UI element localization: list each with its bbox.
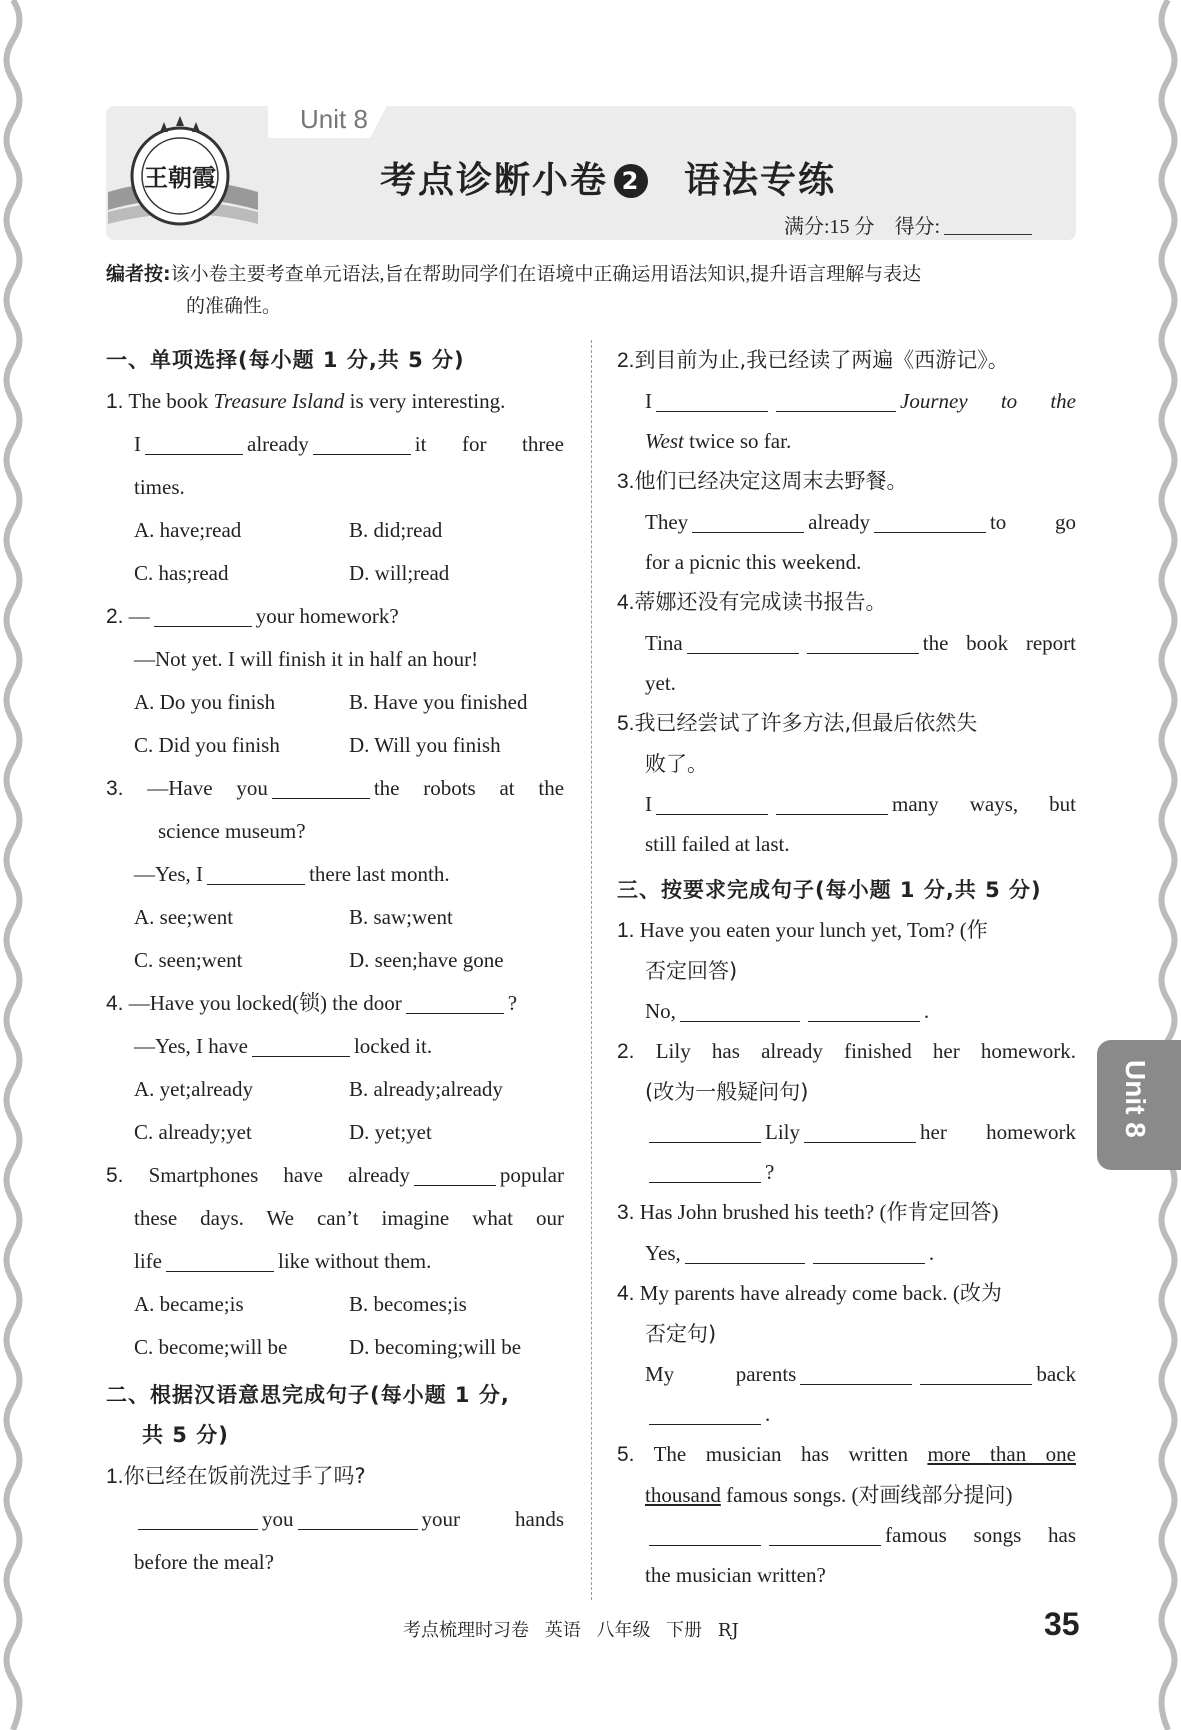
answer-blank[interactable] [874, 510, 986, 533]
s1-q1-line3: times. [134, 475, 185, 499]
s1-q3-line3: —Yes, I there last month. [134, 862, 450, 886]
editor-label: 编者按: [106, 263, 171, 285]
score-blank[interactable] [944, 216, 1032, 235]
answer-blank[interactable] [313, 432, 411, 455]
s1-q1-options-cd [106, 552, 564, 595]
section2-title-a: 二、根据汉语意思完成句子(每小题 1 分, [106, 1383, 510, 1407]
answer-blank[interactable] [145, 432, 243, 455]
editor-line2: 的准确性。 [186, 296, 282, 317]
s3-q2-stem: 2. Lily has already finished her homework. [617, 1039, 1076, 1063]
left-column [106, 340, 564, 1584]
option[interactable]: A. yet;already [134, 1077, 253, 1101]
s3-q4-line2: My parents back [645, 1362, 1076, 1386]
unit-side-tab [1097, 1040, 1181, 1170]
s2-q5-cn-a: 5.我已经尝试了许多方法,但最后依然失 [617, 711, 978, 735]
section2-title-b: 共 5 分) [142, 1423, 229, 1447]
option[interactable]: C. become;will be [134, 1335, 288, 1359]
wavy-border-right [1155, 0, 1181, 1730]
answer-blank[interactable] [813, 1241, 925, 1264]
answer-blank[interactable] [154, 604, 252, 627]
s1-q2-stem: 2. — your homework? [106, 604, 399, 628]
s3-q3-line2: Yes, . [645, 1241, 935, 1265]
s1-q2-options-ab [106, 681, 564, 724]
s3-q5-stem-b: thousand famous songs. (对画线部分提问) [645, 1483, 1013, 1507]
s2-q4-line3: yet. [645, 671, 676, 695]
option[interactable]: B. Have you finished [349, 690, 528, 714]
s1-q1-stem: 1. The book Treasure Island is very interesting. [106, 389, 506, 413]
answer-blank[interactable] [687, 631, 799, 654]
s3-q1-stem-b: 否定回答) [645, 959, 738, 983]
s3-q5-stem: 5. The musician has written more than one [617, 1442, 1076, 1466]
editor-note [106, 258, 1076, 323]
answer-blank[interactable] [272, 776, 370, 799]
s3-q2-line2: Lily her homework [617, 1112, 1076, 1152]
side-tab-label: Unit 8 [1120, 1060, 1151, 1138]
s2-q4-line2: Tina the book report [645, 631, 1076, 655]
s1-q3-line2: science museum? [158, 819, 306, 843]
answer-blank[interactable] [656, 389, 768, 412]
answer-blank[interactable] [649, 1160, 761, 1183]
s3-q2-line3: ? [617, 1152, 1076, 1192]
wavy-border-left [0, 0, 26, 1730]
answer-blank[interactable] [649, 1120, 761, 1143]
s1-q5-stem: 5. Smartphones have already popular [106, 1163, 564, 1187]
answer-blank[interactable] [656, 792, 768, 815]
option[interactable]: C. seen;went [134, 948, 243, 972]
score-label: 得分: [894, 216, 941, 238]
s2-q2-line3: West twice so far. [645, 429, 792, 453]
option[interactable]: D. becoming;will be [349, 1335, 522, 1359]
title-number: 2 [614, 164, 648, 198]
option[interactable]: A. have;read [134, 518, 242, 542]
answer-blank[interactable] [808, 999, 920, 1022]
footer-text: 考点梳理时习卷 英语 八年级 下册 RJ [403, 1620, 739, 1641]
s3-q1-line2: No, . [645, 999, 930, 1023]
section3-title: 三、按要求完成句子(每小题 1 分,共 5 分) [617, 878, 1042, 902]
s2-q1-line2: you your hands [106, 1498, 564, 1541]
s2-q2-line2: I Journey to the [645, 389, 1076, 413]
answer-blank[interactable] [406, 991, 504, 1014]
s1-q1-options-ab [106, 509, 564, 552]
s3-q4-stem: 4. My parents have already come back. (改为 [617, 1281, 1002, 1305]
option[interactable]: D. will;read [349, 561, 450, 585]
s1-q4-options-cd [106, 1111, 564, 1154]
answer-blank[interactable] [166, 1249, 274, 1272]
s2-q3-cn: 3.他们已经决定这周末去野餐。 [617, 469, 908, 493]
s3-q1-stem: 1. Have you eaten your lunch yet, Tom? (作 [617, 918, 988, 942]
answer-blank[interactable] [804, 1120, 916, 1143]
publisher-logo [108, 114, 258, 238]
s2-q3-line3: for a picnic this weekend. [645, 550, 862, 574]
option[interactable]: C. Did you finish [134, 733, 280, 757]
s1-q5-options-cd [106, 1326, 564, 1369]
option[interactable]: A. became;is [134, 1292, 244, 1316]
s1-q5-options-ab [106, 1283, 564, 1326]
editor-line1: 该小卷主要考查单元语法,旨在帮助同学们在语境中正确运用语法知识,提升语言理解与表达 [170, 264, 922, 285]
s2-q3-line2: They already to go [645, 510, 1076, 534]
answer-blank[interactable] [414, 1163, 496, 1186]
option[interactable]: C. already;yet [134, 1120, 252, 1144]
s1-q1-line2: I already it for three [134, 432, 564, 456]
s3-q5-line2: famous songs has [617, 1515, 1076, 1555]
s1-q4-line2: —Yes, I have locked it. [134, 1034, 433, 1058]
s2-q1-line3: before the meal? [134, 1550, 274, 1574]
s2-q5-cn-b: 败了。 [645, 752, 708, 776]
s3-q4-stem-b: 否定句) [645, 1322, 717, 1346]
option[interactable]: B. did;read [349, 518, 443, 542]
option[interactable]: D. yet;yet [349, 1120, 432, 1144]
title-text: 考点诊断小卷 [380, 160, 609, 201]
option[interactable]: B. becomes;is [349, 1292, 467, 1316]
page-number: 35 [1044, 1606, 1080, 1642]
s3-q4-line3: . [617, 1394, 1076, 1434]
s2-q5-line3: still failed at last. [645, 832, 790, 856]
answer-blank[interactable] [685, 1241, 805, 1264]
s1-q4-stem: 4. —Have you locked(锁) the door ? [106, 991, 518, 1015]
s3-q5-line3: the musician written? [645, 1563, 826, 1587]
column-divider [591, 340, 592, 1600]
unit-label: Unit 8 [300, 104, 368, 134]
s1-q3-options-cd [106, 939, 564, 982]
option[interactable]: D. seen;have gone [349, 948, 504, 972]
option[interactable]: B. saw;went [349, 905, 453, 929]
paper-title [380, 152, 836, 203]
s2-q1-cn: 1.你已经在饭前洗过手了吗? [106, 1464, 366, 1488]
title-subtitle: 语法专练 [684, 160, 837, 201]
answer-blank[interactable] [692, 510, 804, 533]
s1-q2-options-cd [106, 724, 564, 767]
answer-blank[interactable] [776, 792, 888, 815]
score-line [784, 210, 1036, 239]
option[interactable]: B. already;already [349, 1077, 503, 1101]
option[interactable]: A. see;went [134, 905, 234, 929]
s3-q2-stem-b: (改为一般疑问句) [645, 1080, 809, 1104]
s1-q3-stem: 3. —Have you the robots at the [106, 776, 565, 800]
section1-title: 一、单项选择(每小题 1 分,共 5 分) [106, 348, 465, 372]
answer-blank[interactable] [776, 389, 896, 412]
answer-blank[interactable] [252, 1034, 350, 1057]
s1-q2-reply: —Not yet. I will finish it in half an hour! [134, 647, 479, 671]
answer-blank[interactable] [298, 1507, 418, 1530]
s2-q2-cn: 2.到目前为止,我已经读了两遍《西游记》。 [617, 348, 1009, 372]
s1-q5-line2: these days. We can’t imagine what our [134, 1206, 564, 1230]
answer-blank[interactable] [680, 999, 800, 1022]
answer-blank[interactable] [800, 1362, 912, 1385]
s2-q5-line2: I many ways, but [645, 792, 1076, 816]
answer-blank[interactable] [649, 1402, 761, 1425]
answer-blank[interactable] [807, 631, 919, 654]
s1-q5-line3: life like without them. [134, 1249, 432, 1273]
right-column [617, 340, 1076, 1595]
svg-text:王朝霞: 王朝霞 [144, 163, 216, 192]
full-score: 满分:15 分 [784, 216, 875, 238]
answer-blank[interactable] [207, 862, 305, 885]
answer-blank[interactable] [649, 1523, 761, 1546]
s1-q3-options-ab [106, 896, 564, 939]
answer-blank[interactable] [920, 1362, 1032, 1385]
s3-q3-stem: 3. Has John brushed his teeth? (作肯定回答) [617, 1200, 999, 1224]
answer-blank[interactable] [138, 1507, 258, 1530]
option[interactable]: D. Will you finish [349, 733, 501, 757]
answer-blank[interactable] [769, 1523, 881, 1546]
s2-q4-cn: 4.蒂娜还没有完成读书报告。 [617, 590, 887, 614]
option[interactable]: A. Do you finish [134, 690, 276, 714]
s1-q4-options-ab [106, 1068, 564, 1111]
option[interactable]: C. has;read [134, 561, 229, 585]
